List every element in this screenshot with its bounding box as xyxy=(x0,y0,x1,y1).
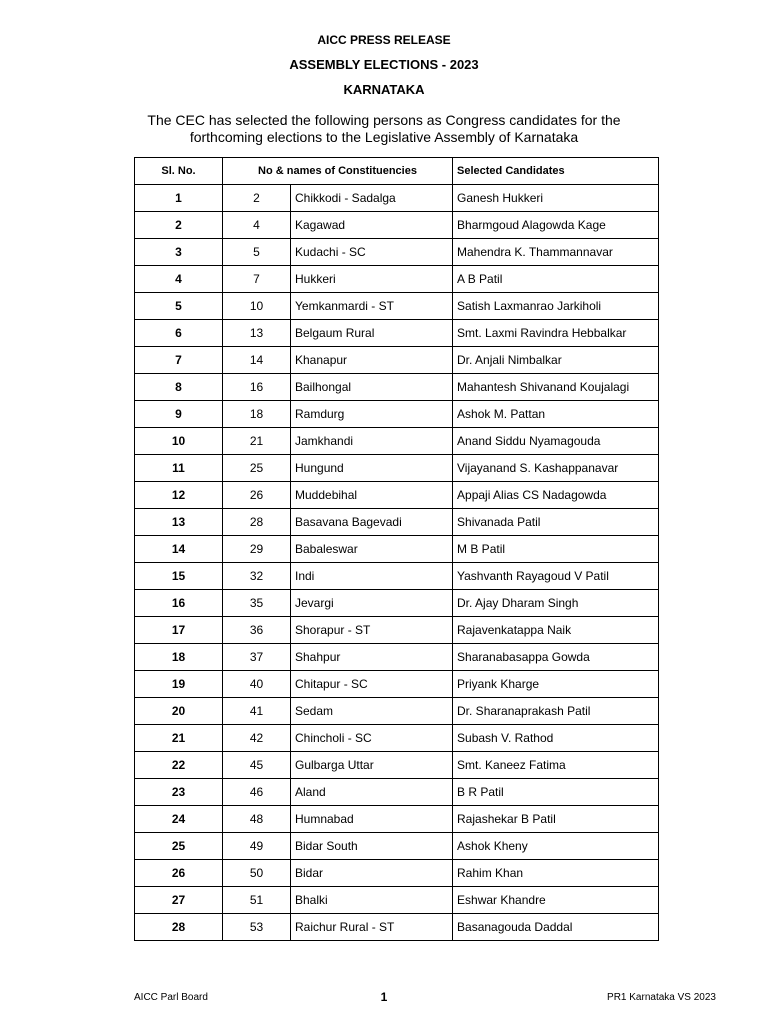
cell-constituency-no: 16 xyxy=(223,374,291,401)
table-row xyxy=(135,617,659,644)
cell-candidate: Satish Laxmanrao Jarkiholi xyxy=(453,293,659,320)
cell-constituency-name: Ramdurg xyxy=(291,401,453,428)
press-release-title: AICC PRESS RELEASE xyxy=(317,33,451,47)
cell-candidate: B R Patil xyxy=(453,779,659,806)
cell-constituency-no: 21 xyxy=(223,428,291,455)
cell-constituency-no: 25 xyxy=(223,455,291,482)
cell-constituency-no: 53 xyxy=(223,914,291,941)
cell-candidate: Dr. Ajay Dharam Singh xyxy=(453,590,659,617)
cell-constituency-no: 51 xyxy=(223,887,291,914)
cell-candidate: A B Patil xyxy=(453,266,659,293)
cell-sl-no: 1 xyxy=(135,185,223,212)
state-title: KARNATAKA xyxy=(343,82,425,97)
cell-candidate: Ashok Kheny xyxy=(453,833,659,860)
cell-constituency-name: Jevargi xyxy=(291,590,453,617)
cell-constituency-no: 4 xyxy=(223,212,291,239)
cell-candidate: Vijayanand S. Kashappanavar xyxy=(453,455,659,482)
cell-constituency-name: Bailhongal xyxy=(291,374,453,401)
cell-constituency-no: 37 xyxy=(223,644,291,671)
cell-constituency-name: Shahpur xyxy=(291,644,453,671)
cell-sl-no: 27 xyxy=(135,887,223,914)
cell-sl-no: 5 xyxy=(135,293,223,320)
cell-constituency-name: Muddebihal xyxy=(291,482,453,509)
cell-constituency-name: Indi xyxy=(291,563,453,590)
cell-constituency-no: 14 xyxy=(223,347,291,374)
cell-sl-no: 23 xyxy=(135,779,223,806)
table-row xyxy=(135,401,659,428)
cell-candidate: Appaji Alias CS Nadagowda xyxy=(453,482,659,509)
table-row xyxy=(135,185,659,212)
footer-left: AICC Parl Board xyxy=(134,992,208,1003)
table-body xyxy=(135,185,659,941)
cell-candidate: Mahantesh Shivanand Koujalagi xyxy=(453,374,659,401)
cell-constituency-name: Kudachi - SC xyxy=(291,239,453,266)
cell-constituency-no: 48 xyxy=(223,806,291,833)
cell-sl-no: 6 xyxy=(135,320,223,347)
table-row xyxy=(135,833,659,860)
cell-sl-no: 26 xyxy=(135,860,223,887)
cell-constituency-name: Hungund xyxy=(291,455,453,482)
cell-constituency-no: 46 xyxy=(223,779,291,806)
cell-sl-no: 13 xyxy=(135,509,223,536)
table-row xyxy=(135,590,659,617)
cell-constituency-no: 18 xyxy=(223,401,291,428)
cell-constituency-name: Gulbarga Uttar xyxy=(291,752,453,779)
cell-sl-no: 21 xyxy=(135,725,223,752)
cell-candidate: Ashok M. Pattan xyxy=(453,401,659,428)
table-row xyxy=(135,428,659,455)
cell-candidate: Subash V. Rathod xyxy=(453,725,659,752)
cell-candidate: Rahim Khan xyxy=(453,860,659,887)
cell-sl-no: 4 xyxy=(135,266,223,293)
cell-constituency-name: Humnabad xyxy=(291,806,453,833)
table-row xyxy=(135,644,659,671)
table-row xyxy=(135,887,659,914)
cell-constituency-name: Khanapur xyxy=(291,347,453,374)
intro-line-2: forthcoming elections to the Legislative Assembly of Karnataka xyxy=(189,129,579,145)
cell-sl-no: 3 xyxy=(135,239,223,266)
table-row xyxy=(135,806,659,833)
table-row xyxy=(135,860,659,887)
cell-constituency-no: 13 xyxy=(223,320,291,347)
cell-constituency-name: Bhalki xyxy=(291,887,453,914)
table-row xyxy=(135,671,659,698)
table-row xyxy=(135,266,659,293)
cell-sl-no: 15 xyxy=(135,563,223,590)
table-row xyxy=(135,779,659,806)
cell-constituency-no: 2 xyxy=(223,185,291,212)
table-header-row xyxy=(135,158,659,185)
cell-constituency-name: Yemkanmardi - ST xyxy=(291,293,453,320)
cell-constituency-name: Basavana Bagevadi xyxy=(291,509,453,536)
table-row xyxy=(135,752,659,779)
cell-constituency-no: 50 xyxy=(223,860,291,887)
header-constituency: No & names of Constituencies xyxy=(223,158,453,185)
cell-constituency-no: 41 xyxy=(223,698,291,725)
cell-constituency-no: 32 xyxy=(223,563,291,590)
cell-constituency-no: 7 xyxy=(223,266,291,293)
header-candidate: Selected Candidates xyxy=(453,158,659,185)
cell-candidate: Basanagouda Daddal xyxy=(453,914,659,941)
cell-sl-no: 8 xyxy=(135,374,223,401)
table-row xyxy=(135,698,659,725)
cell-sl-no: 9 xyxy=(135,401,223,428)
cell-candidate: Bharmgoud Alagowda Kage xyxy=(453,212,659,239)
cell-constituency-name: Chitapur - SC xyxy=(291,671,453,698)
cell-sl-no: 24 xyxy=(135,806,223,833)
table-row xyxy=(135,455,659,482)
cell-constituency-name: Aland xyxy=(291,779,453,806)
table-row xyxy=(135,725,659,752)
cell-candidate: Eshwar Khandre xyxy=(453,887,659,914)
cell-candidate: Priyank Kharge xyxy=(453,671,659,698)
cell-sl-no: 16 xyxy=(135,590,223,617)
page-number: 1 xyxy=(380,990,388,1004)
cell-candidate: Dr. Anjali Nimbalkar xyxy=(453,347,659,374)
cell-sl-no: 2 xyxy=(135,212,223,239)
cell-constituency-name: Babaleswar xyxy=(291,536,453,563)
intro-line-1: The CEC has selected the following persons as Congress candidates for the xyxy=(147,112,621,128)
header-sl-no: Sl. No. xyxy=(135,158,223,185)
table-row xyxy=(135,293,659,320)
table-row xyxy=(135,482,659,509)
cell-constituency-no: 5 xyxy=(223,239,291,266)
cell-sl-no: 14 xyxy=(135,536,223,563)
cell-candidate: Ganesh Hukkeri xyxy=(453,185,659,212)
cell-sl-no: 25 xyxy=(135,833,223,860)
table-row xyxy=(135,374,659,401)
footer-right: PR1 Karnataka VS 2023 xyxy=(607,992,716,1003)
cell-candidate: Sharanabasappa Gowda xyxy=(453,644,659,671)
cell-constituency-name: Belgaum Rural xyxy=(291,320,453,347)
cell-sl-no: 19 xyxy=(135,671,223,698)
table-row xyxy=(135,239,659,266)
table-row xyxy=(135,914,659,941)
cell-constituency-name: Chikkodi - Sadalga xyxy=(291,185,453,212)
cell-candidate: Yashvanth Rayagoud V Patil xyxy=(453,563,659,590)
cell-constituency-no: 10 xyxy=(223,293,291,320)
cell-constituency-name: Shorapur - ST xyxy=(291,617,453,644)
elections-title: ASSEMBLY ELECTIONS - 2023 xyxy=(289,57,479,72)
candidates-table xyxy=(134,157,659,941)
cell-constituency-name: Chincholi - SC xyxy=(291,725,453,752)
cell-constituency-no: 45 xyxy=(223,752,291,779)
cell-constituency-name: Bidar South xyxy=(291,833,453,860)
cell-constituency-no: 29 xyxy=(223,536,291,563)
cell-sl-no: 18 xyxy=(135,644,223,671)
cell-sl-no: 10 xyxy=(135,428,223,455)
cell-sl-no: 22 xyxy=(135,752,223,779)
cell-constituency-no: 42 xyxy=(223,725,291,752)
cell-sl-no: 7 xyxy=(135,347,223,374)
table-row xyxy=(135,347,659,374)
cell-constituency-no: 49 xyxy=(223,833,291,860)
table-row xyxy=(135,563,659,590)
cell-candidate: Mahendra K. Thammannavar xyxy=(453,239,659,266)
cell-candidate: Rajavenkatappa Naik xyxy=(453,617,659,644)
table-row xyxy=(135,536,659,563)
cell-constituency-name: Sedam xyxy=(291,698,453,725)
cell-candidate: Smt. Kaneez Fatima xyxy=(453,752,659,779)
table-row xyxy=(135,212,659,239)
cell-candidate: M B Patil xyxy=(453,536,659,563)
table-row xyxy=(135,509,659,536)
cell-candidate: Rajashekar B Patil xyxy=(453,806,659,833)
cell-candidate: Smt. Laxmi Ravindra Hebbalkar xyxy=(453,320,659,347)
cell-candidate: Anand Siddu Nyamagouda xyxy=(453,428,659,455)
cell-constituency-name: Raichur Rural - ST xyxy=(291,914,453,941)
cell-constituency-no: 28 xyxy=(223,509,291,536)
table-row xyxy=(135,320,659,347)
cell-sl-no: 20 xyxy=(135,698,223,725)
cell-sl-no: 11 xyxy=(135,455,223,482)
cell-constituency-name: Bidar xyxy=(291,860,453,887)
cell-constituency-no: 35 xyxy=(223,590,291,617)
cell-sl-no: 28 xyxy=(135,914,223,941)
cell-constituency-name: Jamkhandi xyxy=(291,428,453,455)
cell-constituency-name: Kagawad xyxy=(291,212,453,239)
cell-sl-no: 17 xyxy=(135,617,223,644)
cell-constituency-name: Hukkeri xyxy=(291,266,453,293)
cell-candidate: Shivanada Patil xyxy=(453,509,659,536)
cell-sl-no: 12 xyxy=(135,482,223,509)
cell-constituency-no: 26 xyxy=(223,482,291,509)
cell-constituency-no: 40 xyxy=(223,671,291,698)
cell-candidate: Dr. Sharanaprakash Patil xyxy=(453,698,659,725)
cell-constituency-no: 36 xyxy=(223,617,291,644)
